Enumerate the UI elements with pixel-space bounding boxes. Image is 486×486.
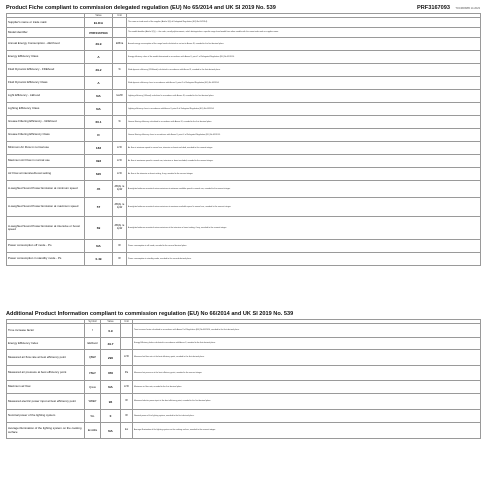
table-row xyxy=(7,129,481,142)
row-unit xyxy=(121,338,133,350)
product-code: PRF3167093 xyxy=(417,5,450,11)
row-unit: m³/h xyxy=(113,142,127,155)
row-label: Nominal power of the lighting system xyxy=(7,410,85,423)
table-row xyxy=(7,253,481,266)
row-value: 29.9 xyxy=(85,38,113,51)
row-label: Annual Energy Consumption - AEChood xyxy=(7,38,85,51)
row-description: Time increase factor calculated in accordance with Annex II of Regulation (EU) No 66/2014, rounded to the first decimal place. xyxy=(133,324,481,338)
table-row xyxy=(7,168,481,181)
table-row xyxy=(7,77,481,90)
row-label: Measured air flow rate at best efficiency point xyxy=(7,350,85,366)
row-value: 0 xyxy=(101,410,121,423)
row-label: Fluid Dynamic Efficiency - FDEhood xyxy=(7,64,85,77)
row-symbol: WBEP xyxy=(85,394,101,410)
row-value: NA xyxy=(85,103,113,116)
row-value: 49.7 xyxy=(101,338,121,350)
row-unit: W xyxy=(113,253,127,266)
row-label: Air Flow at intensive/boost setting xyxy=(7,168,85,181)
row-description: Energy Efficiency Index calculated in accordance with Annex II, rounded to the first decimal place. xyxy=(133,338,481,350)
row-description: Measured air flow rate at the best efficiency point, rounded to the first decimal place. xyxy=(133,350,481,366)
table-row xyxy=(7,64,481,77)
row-symbol: QBEP xyxy=(85,350,101,366)
row-description: The model identifier (Article 2(5)) — the code, usually alphanumeric, which distinguishes a specific range hood model from other models with the same trade mark or supplier name. xyxy=(127,28,481,38)
product-fiche-page xyxy=(4,0,482,486)
table-row xyxy=(7,103,481,116)
row-symbol: f xyxy=(85,324,101,338)
row-unit: Pa xyxy=(121,366,133,381)
row-description: Air flow at minimum speed in normal use, intensive or boost excluded, rounded to the nearest integer. xyxy=(127,142,481,155)
table-row xyxy=(7,28,481,38)
row-label: A-weighted Sound Power Emission at intensive or boost speed xyxy=(7,217,85,240)
table-row xyxy=(7,240,481,253)
table-row xyxy=(7,394,481,410)
table-row xyxy=(7,38,481,51)
additional-info-title: Additional Product Information compliant to commission regulation (EU) No 66/2014 and UK SI 2019 No. 539 xyxy=(6,311,294,317)
table-row xyxy=(7,217,481,240)
row-description: Air flow at the intensive or boost setting, if any, rounded to the nearest integer. xyxy=(127,168,481,181)
table-row xyxy=(7,324,481,338)
table-row xyxy=(7,198,481,217)
column-header-unit: Unit xyxy=(113,14,127,18)
row-symbol: Emiddle xyxy=(85,423,101,439)
row-label: Grease Filtering Efficiency Class xyxy=(7,129,85,142)
table-row xyxy=(7,181,481,198)
row-description: Lighting efficiency (LEhood) calculated in accordance with Annex IX, rounded to the first decimal place. xyxy=(127,90,481,103)
column-header-value: Value xyxy=(85,14,113,18)
row-label: Model identifier xyxy=(7,28,85,38)
row-label: Measured electric power input at best efficiency point xyxy=(7,394,85,410)
row-value: NA xyxy=(101,381,121,394)
row-label: Power consumption in standby mode - Ps xyxy=(7,253,85,266)
row-label: Supplier's name or trade mark xyxy=(7,18,85,28)
table-row xyxy=(7,90,481,103)
row-description: The name or trade mark of the supplier (Article 2(4) of Delegated Regulation (EU) No 65/2014). xyxy=(127,18,481,28)
column-header-symbol: Symbol xyxy=(85,320,101,324)
row-value: 350 xyxy=(101,366,121,381)
row-symbol: EEIhood xyxy=(85,338,101,350)
row-description: Fluid dynamic efficiency class in accordance with Annex II, point 2 of Delegated Regulation (EU) No 65/2014. xyxy=(127,77,481,90)
row-value: 0.49 xyxy=(85,253,113,266)
row-unit: lux/W xyxy=(113,90,127,103)
table-row xyxy=(7,423,481,439)
row-description: Lighting efficiency class in accordance with Annex II, point 3 of Delegated Regulation (EU) No 65/2014. xyxy=(127,103,481,116)
row-unit: W xyxy=(121,410,133,423)
row-label: Grease Filtering Efficiency - GFEhood xyxy=(7,116,85,129)
row-value: D xyxy=(85,129,113,142)
row-value: 183 xyxy=(85,142,113,155)
row-unit: dB(A) re 1pW xyxy=(113,198,127,217)
row-unit xyxy=(113,129,127,142)
row-unit xyxy=(113,77,127,90)
row-value: 60.1 xyxy=(85,116,113,129)
row-value: NA xyxy=(101,423,121,439)
row-unit xyxy=(113,18,127,28)
row-value: PRF0167093 xyxy=(85,28,113,38)
table-row xyxy=(7,381,481,394)
row-description: Maximum air flow rate, rounded to the first decimal place. xyxy=(133,381,481,394)
row-description: Air flow at maximum speed in normal use, intensive or boost excluded, rounded to the nearest integer. xyxy=(127,155,481,168)
column-header-value: Value xyxy=(101,320,121,324)
row-value: 0.9 xyxy=(101,324,121,338)
row-unit xyxy=(113,28,127,38)
row-unit: % xyxy=(113,116,127,129)
table-row xyxy=(7,350,481,366)
row-label: Energy Efficiency Index xyxy=(7,338,85,350)
row-description: A-weighted airborne acoustical noise emissions at maximum available speed in normal use, rounded to the nearest integer. xyxy=(127,198,481,217)
row-label: Maximum Air Flow in normal use xyxy=(7,155,85,168)
row-value: 393 xyxy=(85,155,113,168)
row-unit xyxy=(121,324,133,338)
row-unit: % xyxy=(113,64,127,77)
column-header-unit: Unit xyxy=(121,320,133,324)
row-value: 45 xyxy=(85,181,113,198)
row-unit: dB(A) re 1pW xyxy=(113,217,127,240)
product-fiche-table xyxy=(6,13,481,266)
row-description: Energy efficiency class of the model determined in accordance with Annex II, point 1 of Delegated Regulation (EU) No 65/2014. xyxy=(127,51,481,64)
row-description: Grease filtering efficiency class in accordance with Annex II, point 4 of Delegated Regulation (EU) No 65/2014. xyxy=(127,129,481,142)
row-label: Fluid Dynamic Efficiency Class xyxy=(7,77,85,90)
row-description: Average illumination of the lighting system on the cooking surface, rounded to the nearest integer. xyxy=(133,423,481,439)
row-description: Power consumption in standby mode, rounded to the second decimal place. xyxy=(127,253,481,266)
table-row xyxy=(7,116,481,129)
row-description: Measured air pressure at the best efficiency point, rounded to the nearest integer. xyxy=(133,366,481,381)
table-row xyxy=(7,51,481,64)
table-row xyxy=(7,338,481,350)
row-unit: dB(A) re 1pW xyxy=(113,181,127,198)
row-label: Time increase factor xyxy=(7,324,85,338)
fiche-title: Product Fiche compliant to commission delegated regulation (EU) No 65/2014 and UK SI 2019 No. 539 xyxy=(6,5,276,11)
row-label: Lighting Efficiency Class xyxy=(7,103,85,116)
additional-info-table xyxy=(6,319,481,439)
row-unit: m³/h xyxy=(121,381,133,394)
row-value: A xyxy=(85,51,113,64)
row-value: 29.2 xyxy=(85,64,113,77)
row-description: Fluid dynamic efficiency (FDEhood) calculated in accordance with Annex IX, rounded to the first decimal place. xyxy=(127,64,481,77)
row-description: A-weighted airborne acoustical noise emissions at minimum available speed in normal use, rounded to the nearest integer. xyxy=(127,181,481,198)
row-value: A xyxy=(85,77,113,90)
row-value: 290 xyxy=(101,350,121,366)
row-description: A-weighted airborne acoustical noise emissions at the intensive or boost setting, if any, rounded to the nearest integer. xyxy=(127,217,481,240)
row-unit xyxy=(113,103,127,116)
row-symbol: PBEP xyxy=(85,366,101,381)
row-description: Nominal power of the lighting system, rounded to the first decimal place. xyxy=(133,410,481,423)
row-unit: W xyxy=(121,394,133,410)
row-label: Average illumination of the lighting system on the cooking surface xyxy=(7,423,85,439)
row-symbol: Qmax xyxy=(85,381,101,394)
row-label: Measured air pressure at best efficiency point xyxy=(7,366,85,381)
row-value: 69 xyxy=(85,217,113,240)
row-label: A-weighted Sound Power Emission at maximum speed xyxy=(7,198,85,217)
row-unit: lux xyxy=(121,423,133,439)
table-row xyxy=(7,18,481,28)
row-label: Energy Efficiency Class xyxy=(7,51,85,64)
row-label: Maximum air flow xyxy=(7,381,85,394)
row-unit xyxy=(113,51,127,64)
row-value: ELICA xyxy=(85,18,113,28)
row-label: Minimum Air Flow in normal use xyxy=(7,142,85,155)
row-value: NA xyxy=(85,90,113,103)
row-description: Measured electric power input at the best efficiency point, rounded to the first decimal place. xyxy=(133,394,481,410)
row-unit: W xyxy=(113,240,127,253)
row-symbol: WL xyxy=(85,410,101,423)
row-value: 620 xyxy=(85,168,113,181)
table-row xyxy=(7,366,481,381)
table-row xyxy=(7,155,481,168)
row-unit: m³/h xyxy=(113,168,127,181)
row-description: Grease filtering efficiency calculated in accordance with Annex IX, rounded to the first decimal place. xyxy=(127,116,481,129)
row-label: Power consumption off mode - Po xyxy=(7,240,85,253)
row-label: Light Efficiency - LEhood xyxy=(7,90,85,103)
row-unit: kWh/a xyxy=(113,38,127,51)
row-value: NA xyxy=(85,240,113,253)
table-row xyxy=(7,410,481,423)
row-description: Power consumption in off mode, rounded to the second decimal place. xyxy=(127,240,481,253)
document-date: TOCR09985 14.2023 xyxy=(455,7,480,10)
row-unit: m³/h xyxy=(113,155,127,168)
table-row xyxy=(7,142,481,155)
row-description: Annual energy consumption of the range hood calculated as set out in Annex IX, rounded to the first decimal place. xyxy=(127,38,481,51)
row-value: 57 xyxy=(85,198,113,217)
row-label: A-weighted Sound Power Emission at minimum speed xyxy=(7,181,85,198)
row-unit: m³/h xyxy=(121,350,133,366)
row-value: 96 xyxy=(101,394,121,410)
